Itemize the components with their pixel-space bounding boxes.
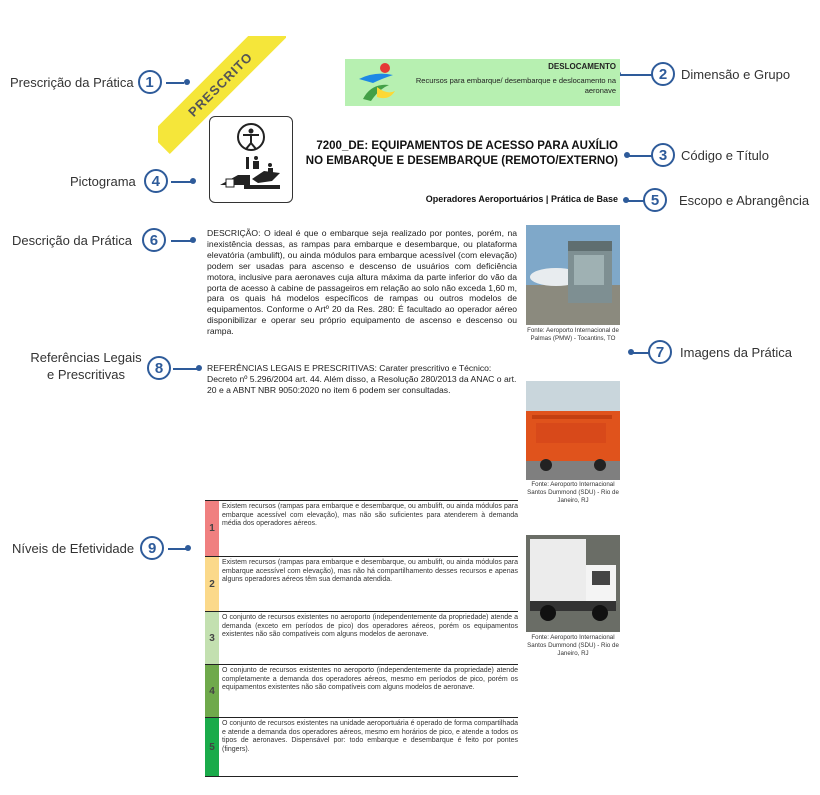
practice-photo-3: [526, 535, 620, 632]
level-row: [205, 717, 518, 777]
level-text: O conjunto de recursos existentes na unidade aeroportuária é operado de forma compartilhada e atende a demanda dos operadores aéreos, mesmo em horários de pico, e atende a todos os tipos de aeronaves. Dispensável por: todo embarque e desembarque é feito por pontes (fingers).: [222, 720, 518, 754]
level-number: 2: [205, 557, 219, 611]
callout-number: 8: [147, 356, 171, 380]
title-line-1: 7200_DE: EQUIPAMENTOS DE ACESSO PARA AUXÍLIO: [316, 140, 618, 152]
practice-scope: Operadores Aeroportuários | Prática de Base: [425, 194, 618, 204]
photo-caption-1: Fonte: Aeroporto Internacional de Palmas (PMW) - Tocantins, TO: [527, 327, 619, 342]
effectiveness-levels: [205, 500, 518, 777]
callout-references: [30, 349, 142, 383]
accessibility-person-icon: [355, 61, 399, 105]
legal-references: REFERÊNCIAS LEGAIS E PRESCRITIVAS: Carater prescritivo e Técnico: Decreto nº 5.296/2004 art. 44. Além disso, a Resolução 280/2013 da ANAC o art. 20 e a ABNT NBR 9050:2020 no item 6 podem ser consultadas.: [207, 363, 517, 395]
callout-label: Dimensão e Grupo: [681, 66, 791, 82]
practice-photo-2: [526, 381, 620, 480]
callout-label: Código e Título: [681, 147, 769, 163]
callout-label: Escopo e Abrangência: [679, 192, 810, 208]
dimension-subtitle: Recursos para embarque/ desembarque e deslocamento na aeronave: [415, 76, 616, 95]
level-row: [205, 664, 518, 717]
callout-number: 5: [643, 188, 667, 212]
dimension-box: [345, 59, 620, 106]
callout-dot: [185, 545, 191, 551]
practice-description: DESCRIÇÃO: O ideal é que o embarque seja realizado por pontes, porém, na inexistência dessas, as rampas para embarque e desembarque, ou plataforma elevatória (ambulift), ou ainda módulos para embarque acessível (com elevação) podem ser usadas para ascenso e descenso de usuários com deficiência motora, inclusive para aeronaves cuja altura máxima da parte inferior do vão da porta de acesso à cabine de passageiros em relação ao solo não exceda 1,60 m, para os quais há modelos específicos de rampas ou outros modelos de equipamentos. Conforme o Artº 20 da Res. 280: É facultado ao operador aéreo disponibilizar e operar seu próprio equipamento de ascenso e descenso ou rampa.: [207, 228, 517, 337]
practice-photo-1: [526, 225, 620, 325]
callout-label: Referências Legais: [30, 350, 142, 365]
callout-connector: [628, 200, 644, 202]
accessibility-boarding-icon: [210, 117, 292, 202]
dimension-title: DESLOCAMENTO: [548, 62, 616, 71]
callout-dot: [196, 365, 202, 371]
callout-label: e Prescritivas: [46, 367, 126, 382]
callout-connector: [171, 181, 191, 183]
level-row: [205, 500, 518, 556]
callout-number: 3: [651, 143, 675, 167]
callout-label: Prescrição da Prática: [10, 74, 134, 90]
callout-label: Níveis de Efetividade: [12, 540, 135, 556]
level-number: 4: [205, 665, 219, 717]
level-text: Existem recursos (rampas para embarque e desembarque, ou ambulift, ou ainda módulos para embarque acessível com elevação), mas não há compartilhamento desses recursos e apenas alguns operadores aéreos têm sua demanda atendida.: [222, 559, 518, 584]
title-line-2: NO EMBARQUE E DESEMBARQUE (REMOTO/EXTERNO): [305, 155, 618, 167]
ribbon-text: PRESCRITO: [184, 48, 256, 120]
level-number: 3: [205, 612, 219, 664]
level-number: 1: [205, 501, 219, 556]
level-row: [205, 611, 518, 664]
callout-label: Pictograma: [70, 173, 136, 189]
level-text: O conjunto de recursos existentes no aeroporto (independentemente da propriedade) atende a demanda (exceto em períodos de pico) dos operadores aéreos, porém os equipamentos existentes não são compatíveis com alguns modelos de aeronave.: [222, 614, 518, 639]
photo-caption-3: Fonte: Aeroporto Internacional Santos Dummond (SDU) - Rio de Janeiro, RJ: [527, 634, 619, 657]
level-text: O conjunto de recursos existentes no aeroporto (independentemente da propriedade) atende completamente a demanda dos operadores aéreos, mesmo em períodos de pico, porém os equipamentos existentes não são compatíveis com alguns modelos de aeronave.: [222, 667, 518, 692]
practice-title: [300, 139, 618, 169]
callout-connector: [168, 548, 186, 550]
callout-label: Imagens da Prática: [680, 344, 793, 360]
callout-dimension: [651, 62, 790, 86]
callout-scope: [643, 188, 809, 212]
callout-connector: [633, 352, 649, 354]
callout-connector: [629, 155, 652, 157]
photo-caption-2: Fonte: Aeroporto Internacional Santos Dummond (SDU) - Rio de Janeiro, RJ: [527, 481, 619, 504]
callout-connector: [173, 368, 197, 370]
callout-effectiveness: [12, 536, 164, 560]
callout-description: [12, 228, 166, 252]
callout-dot: [190, 237, 196, 243]
callout-number: 1: [138, 70, 162, 94]
callout-prescription: [10, 70, 162, 94]
callout-number: 6: [142, 228, 166, 252]
callout-number: 4: [144, 169, 168, 193]
callout-number: 7: [648, 340, 672, 364]
callout-label: Descrição da Prática: [12, 232, 132, 248]
callout-images: [648, 340, 792, 364]
callout-dot: [190, 178, 196, 184]
callout-connector: [620, 74, 652, 76]
callout-connector: [171, 240, 191, 242]
level-row: [205, 556, 518, 611]
callout-code-title: [651, 143, 769, 167]
pictogram: [209, 116, 293, 203]
level-text: Existem recursos (rampas para embarque e desembarque, ou ambulift, ou ainda módulos para embarque acessível com elevação), mas não são suficientes para atenderem à demanda média dos operadores aéreos.: [222, 503, 518, 528]
callout-pictogram: [70, 169, 168, 193]
callout-number: 2: [651, 62, 675, 86]
callout-number: 9: [140, 536, 164, 560]
level-number: 5: [205, 718, 219, 776]
